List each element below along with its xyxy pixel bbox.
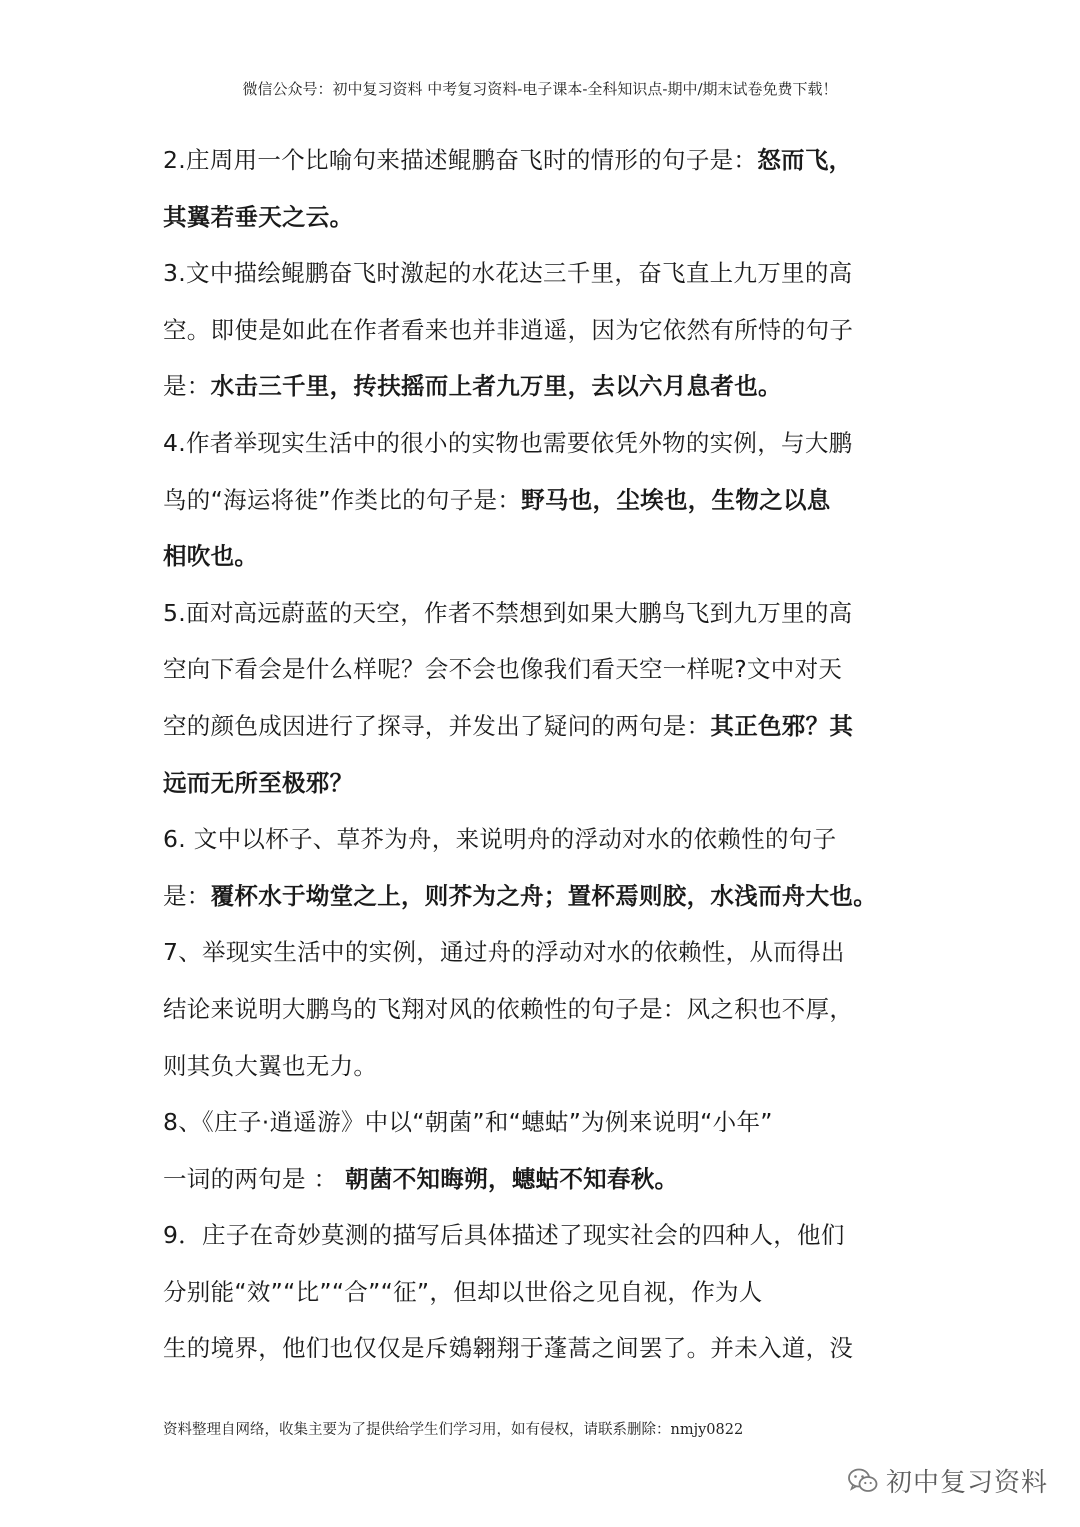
text-line (163, 1038, 923, 1095)
text-line (163, 868, 923, 925)
question-text: 空向下看会是什么样呢？会不会也像我们看天空一样呢?文中对天 (163, 655, 843, 684)
bold-answer-text: 野马也，尘埃也，生物之以息 (521, 485, 831, 514)
question-text: 是： (163, 881, 211, 910)
text-line (163, 1094, 923, 1151)
text-line (163, 358, 923, 415)
question-text: 一词的两句是 ： (163, 1164, 346, 1193)
text-line (163, 415, 923, 472)
watermark-text: 初中复习资料 (885, 1468, 1048, 1498)
wechat-icon (848, 1468, 878, 1494)
bold-answer-text: 远而无所至极邪？ (163, 768, 354, 797)
question-text: 2.庄周用一个比喻句来描述鲲鹏奋飞时的情形的句子是： (163, 146, 758, 174)
question-text: 则其负大翼也无力。 (163, 1051, 378, 1080)
text-line (163, 302, 923, 359)
bold-answer-text: 水击三千里，抟扶摇而上者九万里，去以六月息者也。 (210, 372, 782, 401)
bold-answer-text: 覆杯水于坳堂之上，则芥为之舟；置杯焉则胶，水浅而舟大也。 (210, 881, 878, 910)
text-line (163, 585, 923, 642)
document-body (163, 132, 923, 1377)
text-line (163, 981, 923, 1038)
text-line (163, 132, 923, 189)
question-text: 分别能“效”“比”“合”“征”，但却以世俗之见自视，作为人 (163, 1277, 763, 1306)
footer-note: 资料整理自网络，收集主要为了提供给学生们学习用，如有侵权，请联系删除：nmjy0822 (163, 1422, 744, 1438)
bold-answer-text: 朝菌不知晦朔，蟪蛄不知春秋。 (345, 1164, 679, 1193)
text-line (163, 528, 923, 585)
text-line (163, 811, 923, 868)
header-banner: 微信公众号：初中复习资料 中考复习资料-电子课本-全科知识点-期中/期末试卷免费下载！ (242, 80, 838, 98)
text-line (163, 641, 923, 698)
question-text: 空。即使是如此在作者看来也并非逍遥，因为它依然有所恃的句子 (163, 315, 854, 344)
text-line (163, 924, 923, 981)
bold-answer-text: 相吹也。 (163, 542, 259, 571)
question-text: 3.文中描绘鲲鹏奋飞时激起的水花达三千里，奋飞直上九万里的高 (163, 259, 853, 288)
question-text: 7、举现实生活中的实例，通过舟的浮动对水的依赖性，从而得出 (163, 938, 845, 967)
question-text: 6. 文中以杯子、草芥为舟，来说明舟的浮动对水的依赖性的句子 (163, 825, 837, 854)
question-text: 5.面对高远蔚蓝的天空，作者不禁想到如果大鹏鸟飞到九万里的高 (163, 598, 853, 627)
question-text: 鸟的“海运将徙”作类比的句子是： (163, 485, 522, 514)
question-text: 空的颜色成因进行了探寻，并发出了疑问的两句是： (163, 711, 711, 740)
text-line (163, 245, 923, 302)
text-line (163, 698, 923, 755)
question-text: 9．庄子在奇妙莫测的描写后具体描述了现实社会的四种人，他们 (163, 1221, 845, 1250)
text-line (163, 1151, 923, 1208)
bold-answer-text: 其翼若垂天之云。 (163, 202, 354, 231)
text-line (163, 1207, 923, 1264)
question-text: 结论来说明大鹏鸟的飞翔对风的依赖性的句子是：风之积也不厚， (163, 994, 854, 1023)
question-text: 8、《庄子·逍遥游》中以“朝菌”和“蟪蛄”为例来说明“小年” (163, 1108, 773, 1137)
question-text: 4.作者举现实生活中的很小的实物也需要依凭外物的实例，与大鹏 (163, 428, 853, 457)
question-text: 生的境界，他们也仅仅是斥鴳翱翔于蓬蒿之间罢了。并未入道，没 (163, 1334, 854, 1363)
bold-answer-text: 其正色邪？其 (710, 711, 854, 740)
watermark (848, 1462, 1048, 1499)
text-line (163, 1320, 923, 1377)
question-text: 是： (163, 372, 211, 401)
text-line (163, 189, 923, 246)
text-line (163, 755, 923, 812)
bold-answer-text: 怒而飞， (757, 146, 853, 174)
text-line (163, 1264, 923, 1321)
text-line (163, 472, 923, 529)
